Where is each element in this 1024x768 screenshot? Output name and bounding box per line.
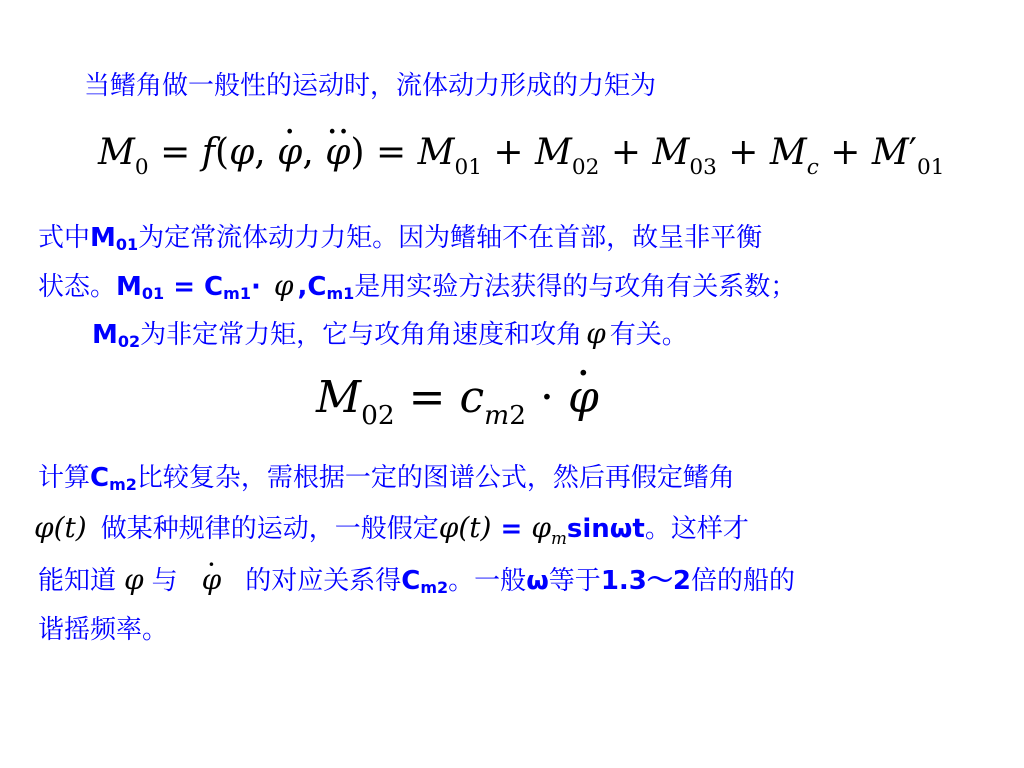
paragraph-line-7: 能知道 φ 与· φ 的对应关系得Cm2。一般ω等于1.3～2倍的船的 — [38, 564, 795, 600]
phi-m-symbol: $\varphi_m$ — [531, 511, 567, 548]
paragraph-line-2: 式中M01为定常流体动力力矩。因为鳍轴不在首部，故呈非平衡 — [38, 223, 763, 254]
paragraph-line-5: 计算Cm2比较复杂，需根据一定的图谱公式，然后再假定鳍角 — [38, 463, 735, 494]
phi-symbol: φ — [273, 269, 294, 302]
phi-t-symbol: φ(t) — [34, 511, 87, 544]
intro-text: 当鳍角做一般性的运动时，流体动力形成的力矩为 — [84, 71, 657, 101]
paragraph-line-6: φ(t) 做某种规律的运动，一般假定$\varphi(t) = \varphi_m\sin\omega t$。这样才 — [34, 511, 749, 548]
equation-moment-total: $M_0 = f(\varphi$, · φ, ·· $\varphi) = M_{01} + M_{02} + M_{03} + M_c + M'_{01}$ — [98, 132, 944, 173]
phi-symbol: φ — [586, 317, 606, 350]
paragraph-line-3: 状态。M01 = Cm1· φ ,Cm1是用实验方法获得的与攻角有关系数； — [38, 269, 797, 303]
phi-symbol: φ — [124, 563, 144, 596]
paragraph-line-4: M02为非定常力矩，它与攻角角速度和攻角 φ 有关。 — [92, 317, 688, 351]
phi-t-symbol: φ(t) — [438, 511, 492, 544]
paragraph-line-8: 谐摇频率。 — [38, 615, 169, 645]
phi-dot-symbol: · φ — [202, 563, 222, 596]
equation-m02: $M_{02} = c_{m2}$ · · φ — [316, 372, 599, 423]
